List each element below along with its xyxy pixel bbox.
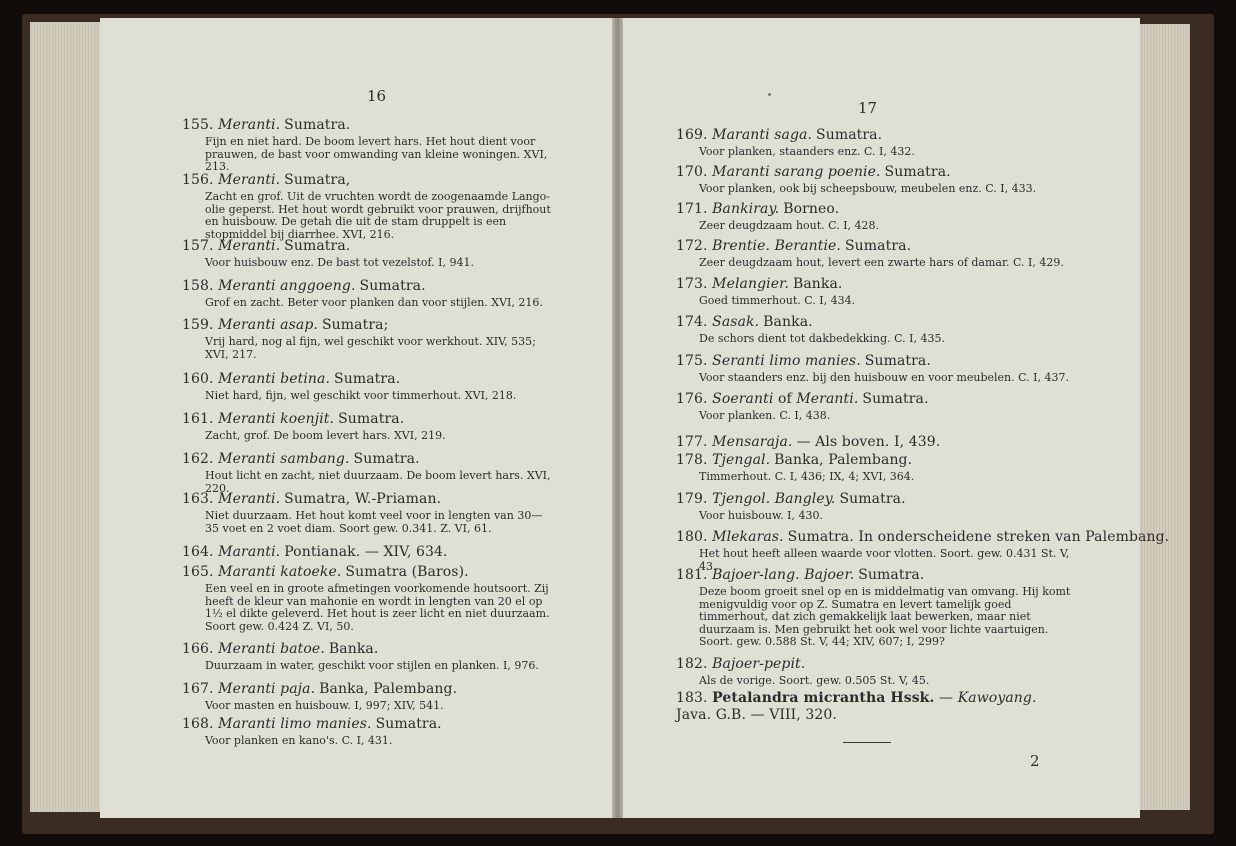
entry-170: 170. Maranti sarang poenie. Sumatra. Voor planken, ook bij scheepsbouw, meubelen enz. C. I, 433.: [676, 164, 1037, 195]
end-rule: [843, 742, 891, 743]
page-number-right: 17: [858, 99, 878, 117]
book-gutter: [612, 18, 623, 818]
page-edges-right: [1140, 24, 1190, 810]
sheet-number: 2: [1030, 752, 1040, 770]
entry-181: 181. Bajoer-lang. Bajoer. Sumatra. Deze boom groeit snel op en is middelmatig van omvang. Hij komt menigvuldig voor op Z. Sumatra en levert tamelijk goed timmerhout, dat zich gemakkelijk laat bewerken, maar niet duurzaam is. Men gebruikt het ook wel voor lichte vaartuigen. Soort. gew. 0.588 St. V, 44; XIV, 607; I, 299?: [676, 567, 1071, 648]
page-edges-left: [30, 22, 102, 812]
entry-166: 166. Meranti batoe. Banka. Duurzaam in water, geschikt voor stijlen en planken. I, 976.: [182, 641, 539, 672]
entry-179: 179. Tjengol. Bangley. Sumatra. Voor huisbouw. I, 430.: [676, 491, 906, 522]
entry-177: 177. Mensaraja. — Als boven. I, 439.: [676, 434, 941, 450]
entry-157: 157. Meranti. Sumatra. Voor huisbouw enz. De bast tot vezelstof. I, 941.: [182, 238, 474, 269]
entry-168: 168. Maranti limo manies. Sumatra. Voor planken en kano's. C. I, 431.: [182, 716, 442, 747]
entry-174: 174. Sasak. Banka. De schors dient tot dakbedekking. C. I, 435.: [676, 314, 945, 345]
entry-162: 162. Meranti sambang. Sumatra. Hout licht en zacht, niet duurzaam. De boom levert hars. XVI, 220.: [182, 451, 551, 495]
entry-171: 171. Bankiray. Borneo. Zeer deugdzaam hout. C. I, 428.: [676, 201, 880, 232]
entry-160: 160. Meranti betina. Sumatra. Niet hard, fijn, wel geschikt voor timmerhout. XVI, 218.: [182, 371, 517, 402]
entry-161: 161. Meranti koenjit. Sumatra. Zacht, grof. De boom levert hars. XVI, 219.: [182, 411, 446, 442]
entry-156: 156. Meranti. Sumatra, Zacht en grof. Uit de vruchten wordt de zoogenaamde Lango-olie geperst. Het hout wordt gebruikt voor prauwen, drijfhout en huisbouw. De getah die uit de stam druppelt is een stopmiddel bij diarrhee. XVI, 216.: [182, 172, 551, 241]
entry-169: 169. Maranti saga. Sumatra. Voor planken, staanders enz. C. I, 432.: [676, 127, 915, 158]
entry-172: 172. Brentie. Berantie. Sumatra. Zeer deugdzaam hout, levert een zwarte hars of damar. C. I, 429.: [676, 238, 1064, 269]
entry-155: 155. Meranti. Sumatra. Fijn en niet hard. De boom levert hars. Het hout dient voor prauwen, de bast voor omwanding van kleine woningen. XVI, 213.: [182, 117, 548, 173]
entry-175: 175. Seranti limo manies. Sumatra. Voor staanders enz. bij den huisbouw en voor meubelen. C. I, 437.: [676, 353, 1069, 384]
entry-180: 180. Mlekaras. Sumatra. In onderscheidene streken van Palembang. Het hout heeft alleen waarde voor vlotten. Soort. gew. 0.431 St. V, 43.: [676, 529, 1170, 573]
paper-spot: [768, 93, 771, 96]
entry-178: 178. Tjengal. Banka, Palembang. Timmerhout. C. I, 436; IX, 4; XVI, 364.: [676, 452, 915, 483]
entry-159: 159. Meranti asap. Sumatra; Vrij hard, nog al fijn, wel geschikt voor werkhout. XIV, 535; XVI, 217.: [182, 317, 536, 361]
entry-163: 163. Meranti. Sumatra, W.-Priaman. Niet duurzaam. Het hout komt veel voor in lengten van 30—35 voet en 2 voet diam. Soort gew. 0.341. Z. VI, 61.: [182, 491, 543, 535]
page-number-left: 16: [367, 87, 387, 105]
entry-164: 164. Maranti. Pontianak. — XIV, 634.: [182, 544, 448, 560]
entry-183: 183. Petalandra micrantha Hssk. — Kawoyang. Java. G.B. — VIII, 320.: [676, 690, 1037, 723]
entry-176: 176. Soeranti of Meranti. Sumatra. Voor planken. C. I, 438.: [676, 391, 929, 422]
entry-165: 165. Maranti katoeke. Sumatra (Baros). Een veel en in groote afmetingen voorkomende houtsoort. Zij heeft de kleur van mahonie en wordt in lengten van 20 el op 1½ el dikte geleverd. Het hout is zeer licht en niet duurzaam. Soort gew. 0.424 Z. VI, 50.: [182, 564, 550, 633]
entry-173: 173. Melangier. Banka. Goed timmerhout. C. I, 434.: [676, 276, 856, 307]
entry-158: 158. Meranti anggoeng. Sumatra. Grof en zacht. Beter voor planken dan voor stijlen. XVI, 216.: [182, 278, 543, 309]
entry-167: 167. Meranti paja. Banka, Palembang. Voor masten en huisbouw. I, 997; XIV, 541.: [182, 681, 458, 712]
entry-182: 182. Bajoer-pepit. Als de vorige. Soort. gew. 0.505 St. V, 45.: [676, 656, 930, 687]
